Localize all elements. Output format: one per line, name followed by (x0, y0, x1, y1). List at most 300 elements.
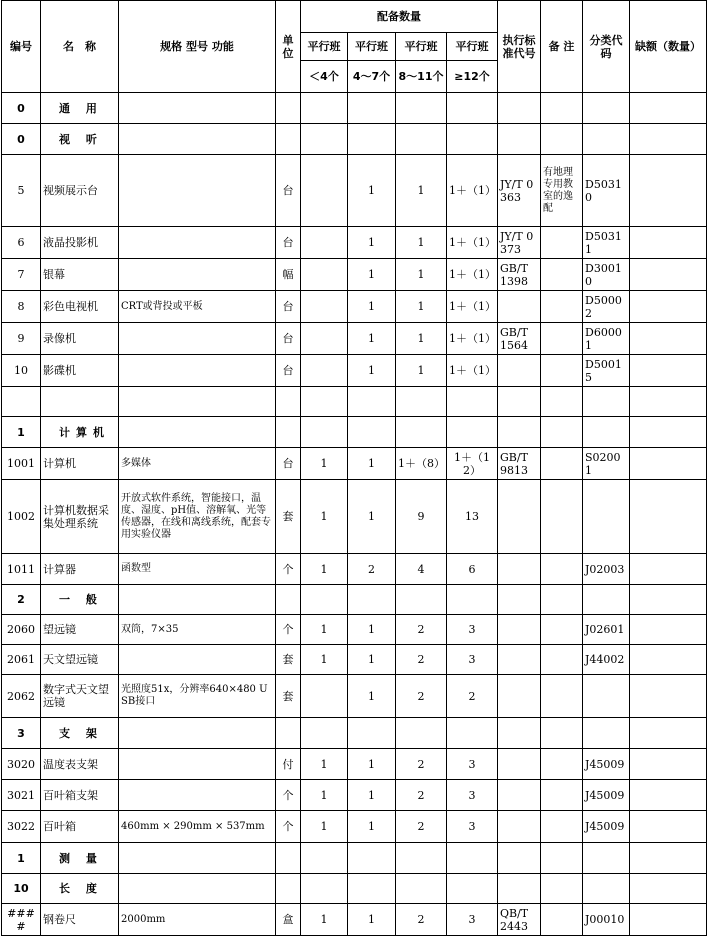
item-no: 2060 (2, 615, 41, 645)
section-no: 10 (2, 874, 41, 904)
item-spec: 光照度51x，分辨率640×480 USB接口 (119, 675, 276, 718)
qty-lt4 (301, 355, 348, 387)
qty-ge12: 3 (447, 811, 498, 843)
table-row (2, 323, 707, 355)
section-name: 支 架 (41, 718, 119, 749)
empty-cell (498, 718, 541, 749)
empty-cell (583, 585, 630, 615)
class-label: 平行班 (396, 33, 447, 61)
item-remark (541, 291, 583, 323)
col-spec: 规格 型号 功能 (119, 1, 276, 93)
item-standard: QB/T 2443 (498, 904, 541, 936)
col-standard: 执行标准代号 (498, 1, 541, 93)
item-shortage (630, 227, 707, 259)
table-body (2, 93, 707, 936)
item-name: 录像机 (41, 323, 119, 355)
qty-ge12: 1＋（1） (447, 323, 498, 355)
item-name: 数字式天文望远镜 (41, 675, 119, 718)
item-category-code: J00010 (583, 904, 630, 936)
empty-cell (583, 124, 630, 155)
empty-cell (396, 387, 447, 417)
empty-cell (396, 585, 447, 615)
qty-lt4 (301, 291, 348, 323)
class-label: 平行班 (348, 33, 396, 61)
item-category-code: D50002 (583, 291, 630, 323)
empty-cell (447, 874, 498, 904)
item-no: 1001 (2, 448, 41, 480)
qty-lt4: 1 (301, 554, 348, 585)
section-name: 通 用 (41, 93, 119, 124)
empty-cell (541, 874, 583, 904)
qty-4-7: 1 (348, 645, 396, 675)
item-spec (119, 780, 276, 811)
item-shortage (630, 480, 707, 554)
item-spec: CRT或背投或平板 (119, 291, 276, 323)
section-row (2, 417, 707, 448)
table-row (2, 227, 707, 259)
qty-4-7: 1 (348, 355, 396, 387)
item-standard (498, 645, 541, 675)
qty-ge12: 1＋（1） (447, 227, 498, 259)
table-row (2, 355, 707, 387)
qty-lt4: 1 (301, 780, 348, 811)
empty-cell (498, 874, 541, 904)
empty-cell (348, 718, 396, 749)
item-category-code (583, 675, 630, 718)
qty-8-11: 4 (396, 554, 447, 585)
item-no: 2061 (2, 645, 41, 675)
empty-cell (119, 124, 276, 155)
table-row (2, 675, 707, 718)
empty-cell (119, 843, 276, 874)
qty-lt4: 1 (301, 480, 348, 554)
qty-ge12: 2 (447, 675, 498, 718)
item-category-code: J02601 (583, 615, 630, 645)
item-no: 3021 (2, 780, 41, 811)
class-size: 4～7个 (348, 61, 396, 93)
empty-cell (447, 843, 498, 874)
section-name: 测 量 (41, 843, 119, 874)
empty-cell (498, 93, 541, 124)
empty-cell (119, 387, 276, 417)
item-no: 3020 (2, 749, 41, 780)
item-remark (541, 904, 583, 936)
qty-4-7: 1 (348, 904, 396, 936)
item-no: 6 (2, 227, 41, 259)
item-no: 1002 (2, 480, 41, 554)
qty-8-11: 1 (396, 355, 447, 387)
empty-cell (447, 387, 498, 417)
empty-cell (630, 843, 707, 874)
section-name: 计算机 (41, 417, 119, 448)
section-row (2, 843, 707, 874)
qty-ge12: 3 (447, 645, 498, 675)
table-row (2, 259, 707, 291)
table-row (2, 749, 707, 780)
item-unit: 套 (276, 645, 301, 675)
section-row (2, 124, 707, 155)
table-row (2, 155, 707, 227)
empty-cell (630, 874, 707, 904)
empty-cell (541, 843, 583, 874)
item-category-code: D50015 (583, 355, 630, 387)
item-remark (541, 259, 583, 291)
item-standard (498, 355, 541, 387)
empty-cell (276, 874, 301, 904)
item-name: 计算机 (41, 448, 119, 480)
empty-cell (583, 387, 630, 417)
item-category-code: J02003 (583, 554, 630, 585)
qty-4-7: 1 (348, 675, 396, 718)
section-row (2, 585, 707, 615)
empty-cell (541, 585, 583, 615)
item-standard (498, 554, 541, 585)
col-shortage: 缺额（数量） (630, 1, 707, 93)
empty-cell (119, 93, 276, 124)
item-no: 8 (2, 291, 41, 323)
col-unit: 单位 (276, 1, 301, 93)
item-remark (541, 615, 583, 645)
empty-cell (630, 417, 707, 448)
item-name: 计算机数据采集处理系统 (41, 480, 119, 554)
item-spec (119, 749, 276, 780)
item-unit: 个 (276, 811, 301, 843)
empty-cell (447, 124, 498, 155)
item-shortage (630, 554, 707, 585)
empty-cell (630, 124, 707, 155)
item-shortage (630, 749, 707, 780)
table-row (2, 291, 707, 323)
qty-lt4: 1 (301, 615, 348, 645)
qty-4-7: 1 (348, 615, 396, 645)
item-remark (541, 780, 583, 811)
item-spec (119, 259, 276, 291)
qty-ge12: 3 (447, 904, 498, 936)
item-unit: 台 (276, 291, 301, 323)
empty-cell (541, 93, 583, 124)
empty-cell (348, 585, 396, 615)
empty-cell (498, 124, 541, 155)
qty-4-7: 1 (348, 448, 396, 480)
item-spec (119, 155, 276, 227)
empty-cell (301, 585, 348, 615)
item-standard: GB/T 1398 (498, 259, 541, 291)
table-row (2, 811, 707, 843)
item-no: 5 (2, 155, 41, 227)
qty-4-7: 1 (348, 227, 396, 259)
item-unit: 台 (276, 155, 301, 227)
section-no: 2 (2, 585, 41, 615)
qty-ge12: 3 (447, 780, 498, 811)
qty-4-7: 1 (348, 811, 396, 843)
qty-lt4: 1 (301, 448, 348, 480)
empty-cell (630, 387, 707, 417)
table-row (2, 645, 707, 675)
equipment-table (1, 0, 707, 936)
empty-cell (541, 718, 583, 749)
item-category-code: D50311 (583, 227, 630, 259)
item-spec (119, 645, 276, 675)
table-row (2, 480, 707, 554)
item-remark (541, 811, 583, 843)
empty-cell (276, 387, 301, 417)
item-remark (541, 355, 583, 387)
item-unit: 套 (276, 480, 301, 554)
qty-4-7: 1 (348, 155, 396, 227)
empty-cell (276, 417, 301, 448)
empty-cell (348, 387, 396, 417)
item-category-code: S02001 (583, 448, 630, 480)
item-unit: 个 (276, 780, 301, 811)
empty-cell (583, 874, 630, 904)
empty-cell (630, 93, 707, 124)
item-spec: 2000mm (119, 904, 276, 936)
empty-cell (396, 843, 447, 874)
item-standard: JY/T 0373 (498, 227, 541, 259)
section-no: 0 (2, 124, 41, 155)
qty-4-7: 1 (348, 749, 396, 780)
empty-cell (447, 718, 498, 749)
item-remark: 有地理专用教室的逸配 (541, 155, 583, 227)
item-unit: 台 (276, 227, 301, 259)
empty-cell (348, 843, 396, 874)
class-label: 平行班 (301, 33, 348, 61)
section-row (2, 874, 707, 904)
empty-cell (301, 417, 348, 448)
empty-cell (276, 124, 301, 155)
qty-ge12: 1＋（1） (447, 155, 498, 227)
item-standard: GB/T 9813 (498, 448, 541, 480)
item-spec (119, 355, 276, 387)
item-unit: 个 (276, 554, 301, 585)
qty-8-11: 2 (396, 780, 447, 811)
empty-cell (583, 417, 630, 448)
item-name: 银幕 (41, 259, 119, 291)
item-shortage (630, 355, 707, 387)
empty-cell (348, 417, 396, 448)
item-name: 彩色电视机 (41, 291, 119, 323)
item-category-code: J45009 (583, 749, 630, 780)
item-shortage (630, 259, 707, 291)
qty-8-11: 1＋（8） (396, 448, 447, 480)
item-standard (498, 291, 541, 323)
item-no: 10 (2, 355, 41, 387)
item-category-code (583, 480, 630, 554)
class-size: ≥12个 (447, 61, 498, 93)
table-row (2, 448, 707, 480)
item-standard (498, 615, 541, 645)
item-remark (541, 554, 583, 585)
qty-lt4 (301, 675, 348, 718)
table-row (2, 904, 707, 936)
section-name: 一 般 (41, 585, 119, 615)
item-standard (498, 749, 541, 780)
qty-8-11: 9 (396, 480, 447, 554)
item-shortage (630, 675, 707, 718)
item-unit: 台 (276, 323, 301, 355)
qty-4-7: 1 (348, 480, 396, 554)
empty-cell (348, 93, 396, 124)
class-size: ＜4个 (301, 61, 348, 93)
item-remark (541, 323, 583, 355)
empty-cell (541, 124, 583, 155)
item-category-code: J45009 (583, 811, 630, 843)
blank-row (2, 387, 707, 417)
empty-cell (301, 874, 348, 904)
qty-ge12: 6 (447, 554, 498, 585)
qty-8-11: 2 (396, 811, 447, 843)
item-category-code: J45009 (583, 780, 630, 811)
qty-4-7: 1 (348, 259, 396, 291)
item-unit: 盒 (276, 904, 301, 936)
item-remark (541, 675, 583, 718)
empty-cell (396, 718, 447, 749)
item-spec: 双筒，7×35 (119, 615, 276, 645)
empty-cell (396, 874, 447, 904)
qty-ge12: 1＋（1） (447, 291, 498, 323)
qty-8-11: 2 (396, 749, 447, 780)
qty-ge12: 1＋（1） (447, 259, 498, 291)
item-standard (498, 780, 541, 811)
empty-cell (119, 417, 276, 448)
item-name: 钢卷尺 (41, 904, 119, 936)
item-no: 1011 (2, 554, 41, 585)
qty-lt4: 1 (301, 645, 348, 675)
empty-cell (301, 124, 348, 155)
empty-cell (276, 585, 301, 615)
item-standard (498, 480, 541, 554)
empty-cell (583, 843, 630, 874)
empty-cell (41, 387, 119, 417)
item-spec (119, 323, 276, 355)
empty-cell (498, 843, 541, 874)
item-name: 望远镜 (41, 615, 119, 645)
empty-cell (348, 124, 396, 155)
col-remark: 备 注 (541, 1, 583, 93)
item-unit: 套 (276, 675, 301, 718)
qty-lt4: 1 (301, 749, 348, 780)
item-shortage (630, 811, 707, 843)
item-category-code: D30010 (583, 259, 630, 291)
col-category: 分类代码 (583, 1, 630, 93)
item-standard: JY/T 0363 (498, 155, 541, 227)
empty-cell (119, 874, 276, 904)
item-remark (541, 645, 583, 675)
empty-cell (119, 718, 276, 749)
item-shortage (630, 904, 707, 936)
qty-lt4 (301, 227, 348, 259)
item-remark (541, 749, 583, 780)
item-unit: 幅 (276, 259, 301, 291)
empty-cell (301, 843, 348, 874)
empty-cell (301, 93, 348, 124)
item-shortage (630, 645, 707, 675)
empty-cell (541, 387, 583, 417)
qty-8-11: 1 (396, 259, 447, 291)
item-unit: 付 (276, 749, 301, 780)
item-category-code: D60001 (583, 323, 630, 355)
item-name: 温度表支架 (41, 749, 119, 780)
empty-cell (396, 93, 447, 124)
item-name: 计算器 (41, 554, 119, 585)
section-name: 视 听 (41, 124, 119, 155)
item-spec (119, 227, 276, 259)
item-name: 百叶箱支架 (41, 780, 119, 811)
col-name: 名 称 (41, 1, 119, 93)
empty-cell (396, 124, 447, 155)
section-no: 3 (2, 718, 41, 749)
qty-8-11: 1 (396, 323, 447, 355)
item-no: 3022 (2, 811, 41, 843)
section-no: 1 (2, 843, 41, 874)
item-no: #### (2, 904, 41, 936)
empty-cell (447, 585, 498, 615)
item-remark (541, 448, 583, 480)
empty-cell (447, 417, 498, 448)
item-no: 7 (2, 259, 41, 291)
qty-ge12: 3 (447, 615, 498, 645)
empty-cell (498, 417, 541, 448)
empty-cell (498, 387, 541, 417)
qty-8-11: 1 (396, 291, 447, 323)
qty-4-7: 1 (348, 291, 396, 323)
empty-cell (447, 93, 498, 124)
item-standard (498, 811, 541, 843)
item-spec: 函数型 (119, 554, 276, 585)
item-shortage (630, 615, 707, 645)
empty-cell (583, 718, 630, 749)
section-no: 1 (2, 417, 41, 448)
item-shortage (630, 291, 707, 323)
item-name: 影碟机 (41, 355, 119, 387)
qty-ge12: 1＋（1） (447, 355, 498, 387)
empty-cell (630, 718, 707, 749)
table-row (2, 554, 707, 585)
qty-lt4 (301, 323, 348, 355)
item-unit: 个 (276, 615, 301, 645)
item-remark (541, 227, 583, 259)
class-size: 8～11个 (396, 61, 447, 93)
item-standard (498, 675, 541, 718)
table-row (2, 615, 707, 645)
qty-8-11: 2 (396, 615, 447, 645)
qty-ge12: 1＋（12） (447, 448, 498, 480)
empty-cell (276, 93, 301, 124)
qty-4-7: 1 (348, 780, 396, 811)
empty-cell (630, 585, 707, 615)
empty-cell (498, 585, 541, 615)
item-shortage (630, 448, 707, 480)
item-shortage (630, 155, 707, 227)
qty-8-11: 1 (396, 227, 447, 259)
section-name: 长 度 (41, 874, 119, 904)
section-no: 0 (2, 93, 41, 124)
class-label: 平行班 (447, 33, 498, 61)
item-category-code: D50310 (583, 155, 630, 227)
empty-cell (348, 874, 396, 904)
empty-cell (541, 417, 583, 448)
qty-8-11: 2 (396, 645, 447, 675)
qty-lt4: 1 (301, 904, 348, 936)
item-name: 视频展示台 (41, 155, 119, 227)
section-row (2, 718, 707, 749)
qty-4-7: 1 (348, 323, 396, 355)
item-unit: 台 (276, 448, 301, 480)
qty-lt4: 1 (301, 811, 348, 843)
item-name: 液晶投影机 (41, 227, 119, 259)
qty-8-11: 2 (396, 904, 447, 936)
section-row (2, 93, 707, 124)
